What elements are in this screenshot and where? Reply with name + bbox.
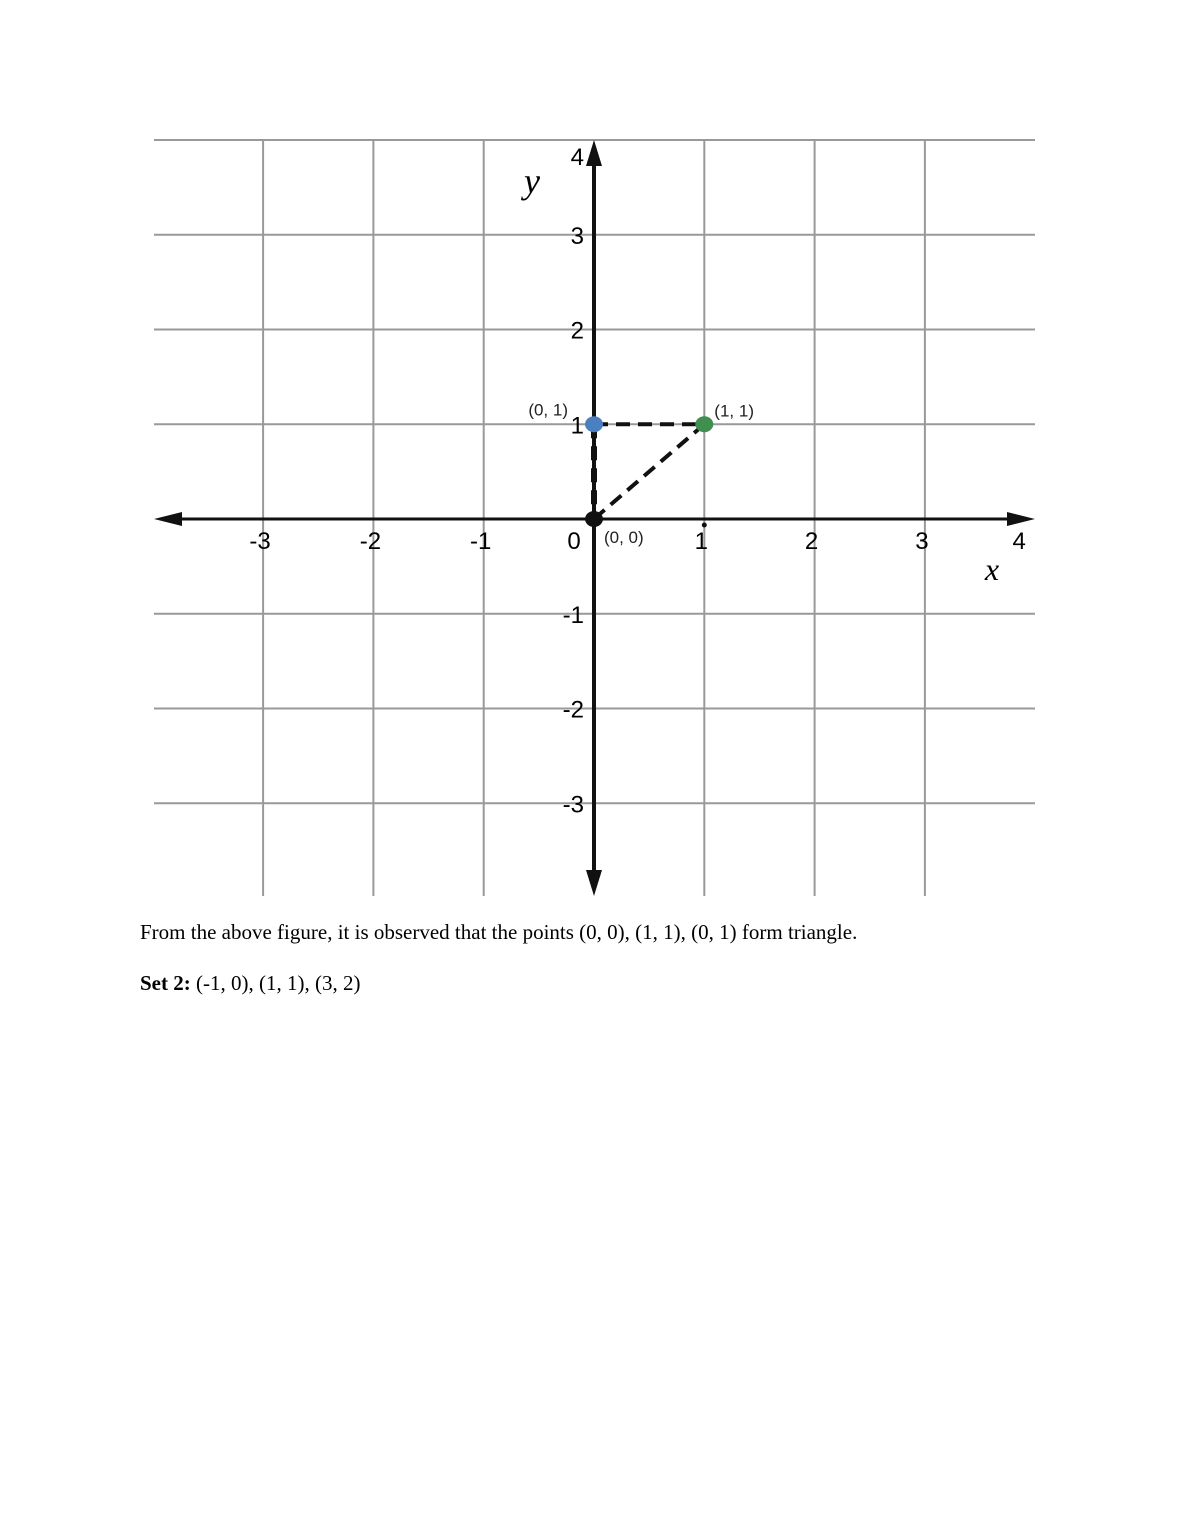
- point-marker: [585, 416, 603, 432]
- set2-points: (-1, 0), (1, 1), (3, 2): [190, 971, 361, 995]
- y-tick-label: 1: [570, 412, 584, 440]
- x-tick-label: 3: [915, 528, 929, 555]
- y-tick-label: -3: [562, 791, 584, 819]
- triangle-lines: [594, 424, 707, 527]
- y-tick-label: -1: [562, 601, 584, 629]
- tick-dot: [702, 523, 707, 528]
- observation-text: From the above figure, it is observed that the points (0, 0), (1, 1), (0, 1) form triangle.: [140, 920, 858, 944]
- y-axis-up-arrow-icon: [586, 140, 602, 166]
- point-marker: [695, 416, 713, 432]
- y-tick-label: 4: [570, 144, 584, 171]
- point-label: (0, 0): [604, 528, 644, 547]
- x-axis-right-arrow-icon: [1007, 512, 1035, 526]
- y-tick-label: -2: [562, 696, 584, 724]
- x-tick-label: 1: [694, 528, 708, 555]
- x-tick-label: -3: [249, 528, 271, 555]
- x-tick-label: -1: [470, 528, 492, 555]
- y-axis-label: y: [524, 161, 540, 201]
- point-label: (0, 1): [528, 400, 568, 420]
- point-marker: [585, 511, 603, 527]
- y-tick-label: 3: [570, 222, 584, 250]
- x-axis-left-arrow-icon: [154, 512, 182, 526]
- x-tick-label: 2: [804, 528, 819, 555]
- y-tick-label: 2: [570, 317, 584, 345]
- dashed-edge-diagonal: [594, 424, 704, 519]
- x-tick-label: 0: [567, 528, 581, 555]
- point-label: (1, 1): [714, 401, 754, 421]
- x-tick-label: -2: [359, 528, 382, 555]
- set2-label: Set 2:: [140, 971, 191, 995]
- x-axis-label: x: [984, 551, 1000, 587]
- x-tick-label: 4: [1012, 528, 1026, 555]
- set2-line: [140, 971, 360, 996]
- y-axis-down-arrow-icon: [586, 870, 602, 896]
